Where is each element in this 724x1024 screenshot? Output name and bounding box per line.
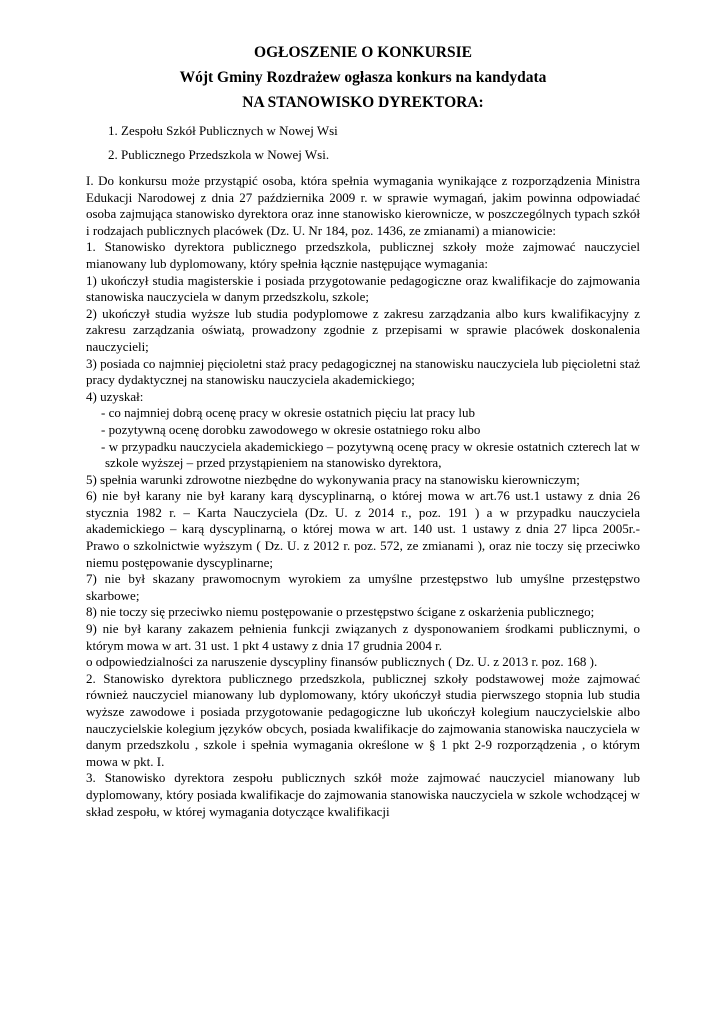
requirement-section-2: 2. Stanowisko dyrektora publicznego przedszkola, publicznej szkoły podstawowej może zajmować również nauczyciel mianowany lub dyplomowany, który ukończył studia pierwszego stopnia lub studia wyższe zawodowe i posiada przygotowanie pedagogiczne lub ukończył kolegium nauczycielskie albo nauczycielskie kolegium języków obcych, posiada kwalifikacje do zajmowania stanowiska nauczyciela w danym przedszkolu , szkole i spełnia wymagania określone w § 1 pkt 2-9 rozporządzenia , o którym mowa w pkt. I.: [86, 670, 640, 769]
announcement-subtitle: Wójt Gminy Rozdrażew ogłasza konkurs na kandydata: [179, 69, 547, 86]
evaluation-options: [86, 405, 640, 471]
school-list: [108, 119, 640, 167]
requirement-item: 9) nie był karany zakazem pełnienia funkcji związanych z dysponowaniem środkami publicznymi, o którym mowa w art. 31 ust. 1 pkt 4 ustawy z dnia 17 grudnia 2004 r.: [86, 621, 640, 653]
announcement-page: [86, 40, 640, 820]
requirement-item: 5) spełnia warunki zdrowotne niezbędne do wykonywania pracy na stanowisku kierowniczym;: [86, 471, 580, 487]
requirement-item: 6) nie był karany nie był karany karą dyscyplinarną, o której mowa w art.76 ust.1 ustawy z dnia 26 stycznia 1982 r. – Karta Nauczyciela (Dz. U. z 2014 r., poz. 191 ) a w przypadku nauczyciela akademickiego – karą dyscyplinarną, o której mowa w art. 140 ust. 1 ustawy z dnia 27 lipca 2005r.- Prawo o szkolnictwie wyższym ( Dz. U. z 2012 r. poz. 572, ze zmianami ), oraz nie toczy się przeciwko niemu postępowanie dyscyplinarne;: [86, 488, 640, 570]
evaluation-option: - co najmniej dobrą ocenę pracy w okresie ostatnich pięciu lat pracy lub: [101, 405, 475, 421]
evaluation-option: - w przypadku nauczyciela akademickiego – pozytywną ocenę pracy w okresie ostatnich czterech lat w szkole wyższej – przed przystąpieniem na stanowisko dyrektora,: [101, 438, 640, 471]
announcement-title: OGŁOSZENIE O KONKURSIE: [254, 44, 472, 61]
requirement-item: 1) ukończył studia magisterskie i posiada przygotowanie pedagogiczne oraz kwalifikacje do zajmowania stanowiska nauczyciela w danym przedszkolu, szkole;: [86, 272, 640, 305]
requirement-item: 4) uzyskał:: [86, 388, 144, 404]
requirement-item-continuation: o odpowiedzialności za naruszenie dyscypliny finansów publicznych ( Dz. U. z 2013 r. poz. 168 ).: [86, 654, 598, 670]
school-item: 1. Zespołu Szkół Publicznych w Nowej Wsi: [108, 123, 338, 138]
requirement-item: 3) posiada co najmniej pięcioletni staż pracy pedagogicznej na stanowisku nauczyciela lub pięcioletni staż pracy dydaktycznej na stanowisku nauczyciela akademickiego;: [86, 355, 640, 388]
position-heading: NA STANOWISKO DYREKTORA:: [242, 94, 484, 111]
evaluation-option: - pozytywną ocenę dorobku zawodowego w okresie ostatniego roku albo: [101, 421, 481, 437]
requirement-section-1: 1. Stanowisko dyrektora publicznego przedszkola, publicznej szkoły może zajmować nauczyciel mianowany lub dyplomowany, który spełnia łącznie następujące wymagania:: [86, 239, 640, 271]
requirement-item: 2) ukończył studia wyższe lub studia podyplomowe z zakresu zarządzania albo kurs kwalifikacyjny z zakresu zarządzania oświatą, prowadzony zgodnie z przepisami w sprawie placówek doskonalenia nauczycieli;: [86, 305, 640, 354]
intro-paragraph: I. Do konkursu może przystąpić osoba, która spełnia wymagania wynikające z rozporządzenia Ministra Edukacji Narodowej z dnia 27 października 2009 r. w sprawie wymagań, jakim powinna odpowiadać osoba zajmująca stanowisko dyrektora oraz inne stanowisko kierownicze, w poszczególnych typach szkół i rodzajach publicznych placówek (Dz. U. Nr 184, poz. 1436, ze zmianami) a mianowicie:: [86, 173, 640, 238]
requirement-section-3: 3. Stanowisko dyrektora zespołu publicznych szkół może zajmować nauczyciel mianowany lub dyplomowany, który posiada kwalifikacje do zajmowania stanowiska nauczyciela w szkole wchodzącej w skład zespołu, w której wymagania dotyczące kwalifikacji: [86, 770, 640, 819]
school-item: 2. Publicznego Przedszkola w Nowej Wsi.: [108, 147, 330, 162]
requirement-item: 7) nie był skazany prawomocnym wyrokiem za umyślne przestępstwo lub umyślne przestępstwo skarbowe;: [86, 571, 640, 603]
announcement-body: [86, 173, 640, 820]
requirement-item: 8) nie toczy się przeciwko niemu postępowanie o przestępstwo ścigane z oskarżenia publicznego;: [86, 604, 595, 620]
